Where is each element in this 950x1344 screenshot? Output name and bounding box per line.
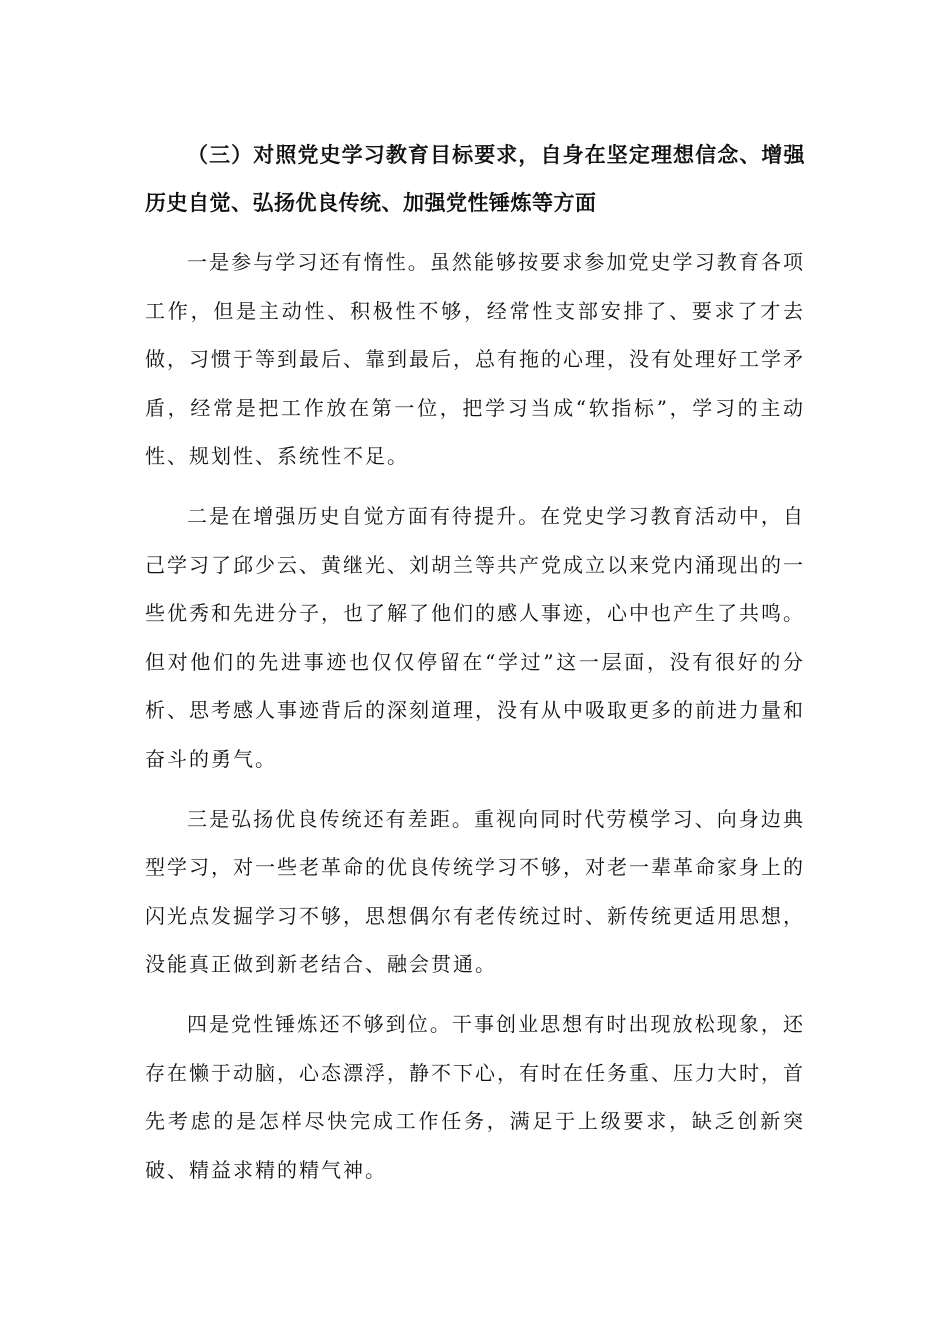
- section-heading: （三）对照党史学习教育目标要求，自身在坚定理想信念、增强历史自觉、弘扬优良传统、加强党性锤炼等方面: [145, 142, 805, 215]
- paragraph-2: 二是在增强历史自觉方面有待提升。在党史学习教育活动中，自己学习了邱少云、黄继光、刘胡兰等共产党成立以来党内涌现出的一些优秀和先进分子，也了解了他们的感人事迹，心中也产生了共鸣。但对他们的先进事迹也仅仅停留在“学过”这一层面，没有很好的分析、思考感人事迹背后的深刻道理，没有从中吸取更多的前进力量和奋斗的勇气。: [145, 503, 805, 771]
- paragraph-4: 四是党性锤炼还不够到位。干事创业思想有时出现放松现象，还存在懒于动脑，心态漂浮，静不下心，有时在任务重、压力大时，首先考虑的是怎样尽快完成工作任务，满足于上级要求，缺乏创新突破、精益求精的精气神。: [145, 1011, 805, 1182]
- document-body: [145, 131, 805, 1194]
- paragraph-1: 一是参与学习还有惰性。虽然能够按要求参加党史学习教育各项工作，但是主动性、积极性不够，经常性支部安排了、要求了才去做，习惯于等到最后、靠到最后，总有拖的心理，没有处理好工学矛盾，经常是把工作放在第一位，把学习当成“软指标”，学习的主动性、规划性、系统性不足。: [145, 250, 805, 469]
- paragraph-3: 三是弘扬优良传统还有差距。重视向同时代劳模学习、向身边典型学习，对一些老革命的优良传统学习不够，对老一辈革命家身上的闪光点发掘学习不够，思想偶尔有老传统过时、新传统更适用思想，没能真正做到新老结合、融会贯通。: [145, 806, 805, 977]
